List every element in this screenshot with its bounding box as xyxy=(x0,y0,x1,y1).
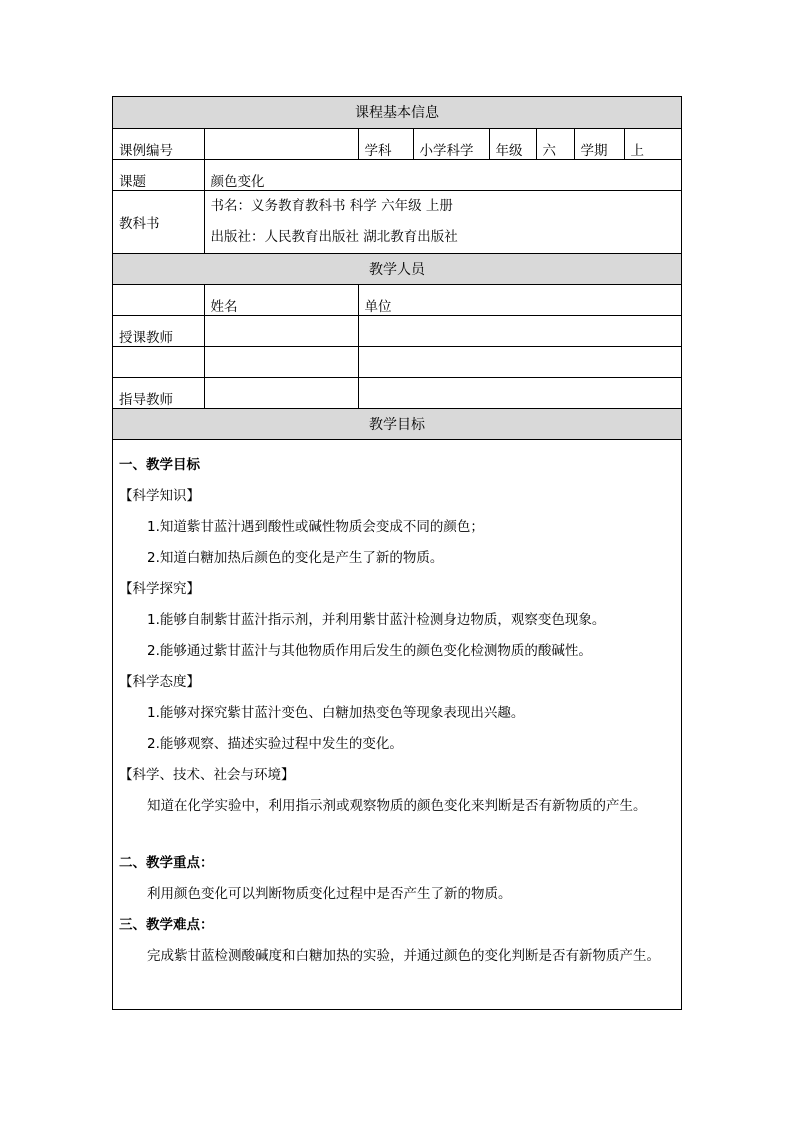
difficult-points-title: 三、教学难点： xyxy=(119,916,214,933)
course-info-header-row xyxy=(113,97,681,128)
staff-name-column: 姓名 xyxy=(204,284,358,315)
objectives-header: 教学目标 xyxy=(113,408,681,439)
attitude-item: 2.能够观察、描述实验过程中发生的变化。 xyxy=(147,735,403,752)
lesson-plan-document xyxy=(112,96,682,1010)
term-label: 学期 xyxy=(574,128,624,159)
sts-text: 知道在化学实验中，利用指示剂或观察物质的颜色变化来判断是否有新物质的产生。 xyxy=(147,797,647,814)
topic-row xyxy=(113,159,681,190)
difficult-points-text: 完成紫甘蓝检测酸碱度和白糖加热的实验，并通过颜色的变化判断是否有新物质产生。 xyxy=(147,947,660,964)
knowledge-item: 2.知道白糖加热后颜色的变化是产生了新的物质。 xyxy=(147,549,444,566)
staff-unit-column: 单位 xyxy=(358,284,681,315)
subject-value: 小学科学 xyxy=(413,128,489,159)
textbook-label: 教科书 xyxy=(113,190,204,253)
staff-header: 教学人员 xyxy=(113,253,681,284)
objectives-header-row xyxy=(113,408,681,439)
spacer xyxy=(119,822,681,848)
teacher-name xyxy=(204,315,358,346)
key-points-text: 利用颜色变化可以判断物质变化过程中是否产生了新的物质。 xyxy=(147,885,512,902)
grade-label: 年级 xyxy=(489,128,536,159)
textbook-publisher: 出版社：人民教育出版社 湖北教育出版社 xyxy=(210,228,458,245)
term-value: 上 xyxy=(624,128,681,159)
textbook-row xyxy=(113,190,681,253)
mentor-label: 指导教师 xyxy=(113,377,204,408)
textbook-title: 书名：义务教育教科书 科学 六年级 上册 xyxy=(210,197,453,214)
knowledge-item: 1.知道紫甘蓝汁遇到酸性或碱性物质会变成不同的颜色； xyxy=(147,518,484,535)
subject-label: 学科 xyxy=(358,128,413,159)
case-no-value xyxy=(204,128,358,159)
lesson-plan-table xyxy=(113,97,681,999)
staff-header-row xyxy=(113,253,681,284)
staff-empty-row xyxy=(113,346,681,377)
mentor-unit xyxy=(358,377,681,408)
textbook-value xyxy=(204,190,681,253)
topic-value: 颜色变化 xyxy=(204,159,681,190)
topic-label: 课题 xyxy=(113,159,204,190)
teacher-row xyxy=(113,315,681,346)
knowledge-title: 【科学知识】 xyxy=(119,487,200,504)
staff-empty-label xyxy=(113,346,204,377)
grade-value: 六 xyxy=(536,128,574,159)
inquiry-title: 【科学探究】 xyxy=(119,580,200,597)
staff-blank-cell xyxy=(113,284,204,315)
staff-empty-unit xyxy=(358,346,681,377)
course-info-row xyxy=(113,128,681,159)
objectives-section-title: 一、教学目标 xyxy=(119,456,200,473)
teacher-unit xyxy=(358,315,681,346)
mentor-name xyxy=(204,377,358,408)
attitude-item: 1.能够对探究紫甘蓝汁变色、白糖加热变色等现象表现出兴趣。 xyxy=(147,704,525,721)
inquiry-item: 2.能够通过紫甘蓝汁与其他物质作用后发生的颜色变化检测物质的酸碱性。 xyxy=(147,642,592,659)
staff-empty-name xyxy=(204,346,358,377)
objectives-body-row xyxy=(113,439,681,999)
teacher-label: 授课教师 xyxy=(113,315,204,346)
sts-title: 【科学、技术、社会与环境】 xyxy=(119,766,295,783)
inquiry-item: 1.能够自制紫甘蓝汁指示剂，并利用紫甘蓝汁检测身边物质，观察变色现象。 xyxy=(147,611,606,628)
case-no-label: 课例编号 xyxy=(113,128,204,159)
staff-columns-row xyxy=(113,284,681,315)
attitude-title: 【科学态度】 xyxy=(119,673,200,690)
key-points-title: 二、教学重点： xyxy=(119,854,214,871)
mentor-row xyxy=(113,377,681,408)
objectives-body xyxy=(113,439,681,999)
course-info-header: 课程基本信息 xyxy=(113,97,681,128)
